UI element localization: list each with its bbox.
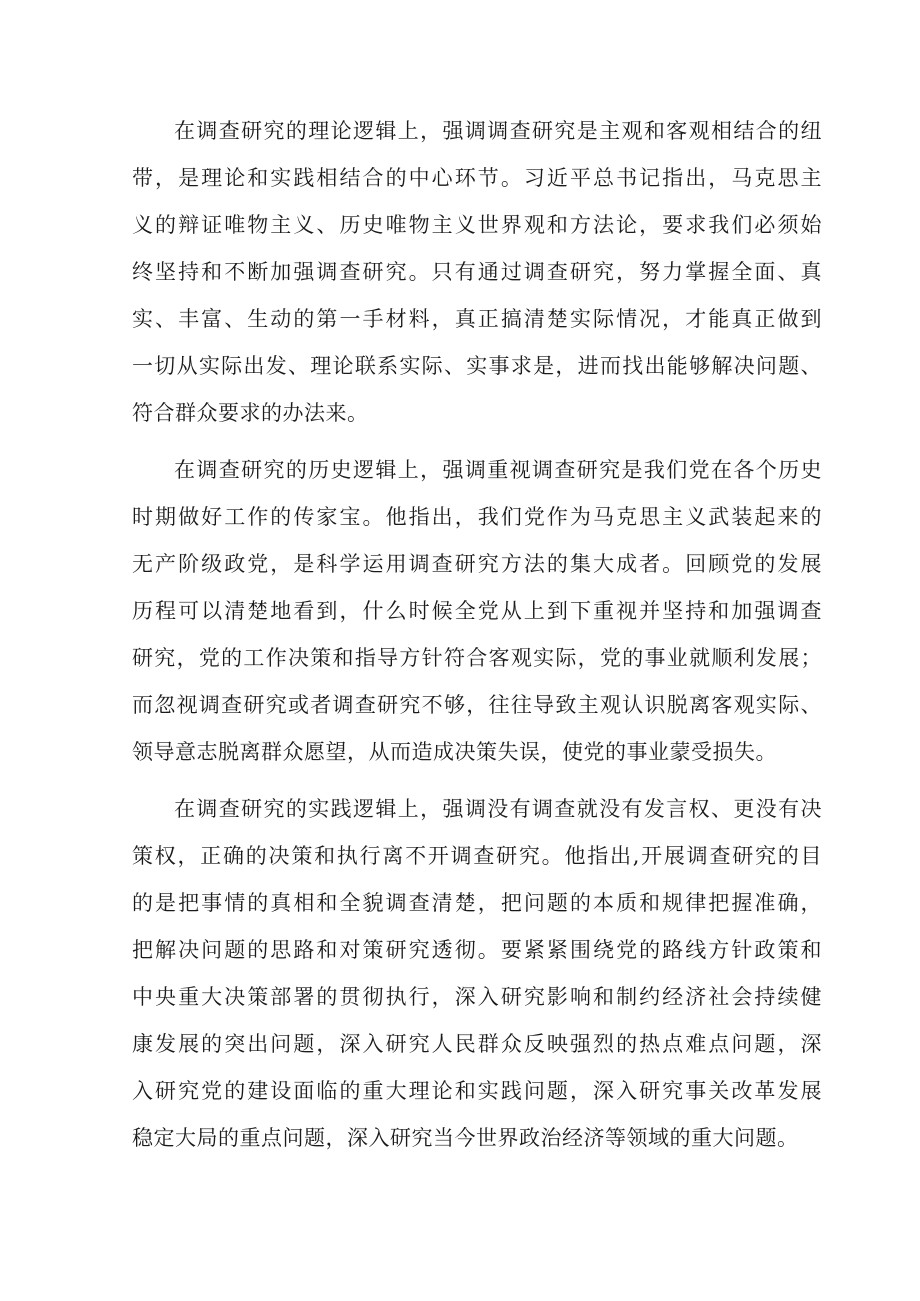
text-line: 策权，正确的决策和执行离不开调查研究。他指出,开展调查研究的目 (132, 844, 822, 868)
text-line: 在调查研究的历史逻辑上，强调重视调查研究是我们党在各个历史 (174, 458, 822, 482)
text-line: 时期做好工作的传家宝。他指出，我们党作为马克思主义武装起来的 (132, 505, 822, 529)
text-line: 而忽视调查研究或者调查研究不够，往往导致主观认识脱离客观实际、 (132, 693, 822, 717)
text-line: 在调查研究的实践逻辑上，强调没有调查就没有发言权、更没有决 (174, 797, 822, 821)
text-line: 义的辩证唯物主义、历史唯物主义世界观和方法论，要求我们必须始 (132, 213, 822, 237)
text-line: 一切从实际出发、理论联系实际、实事求是，进而找出能够解决问题、 (132, 354, 822, 378)
text-line: 符合群众要求的办法来。 (132, 401, 369, 425)
text-line: 终坚持和不断加强调查研究。只有通过调查研究，努力掌握全面、真 (132, 260, 822, 284)
text-line: 历程可以清楚地看到，什么时候全党从上到下重视并坚持和加强调查 (132, 599, 822, 623)
text-line: 中央重大决策部署的贯彻执行，深入研究影响和制约经济社会持续健 (132, 985, 822, 1009)
text-line: 入研究党的建设面临的重大理论和实践问题，深入研究事关改革发展 (132, 1079, 822, 1103)
text-line: 带，是理论和实践相结合的中心环节。习近平总书记指出，马克思主 (132, 166, 822, 190)
text-line: 无产阶级政党，是科学运用调查研究方法的集大成者。回顾党的发展 (132, 552, 822, 576)
text-line: 稳定大局的重点问题，深入研究当今世界政治经济等领域的重大问题。 (132, 1126, 799, 1150)
text-line: 在调查研究的理论逻辑上，强调调查研究是主观和客观相结合的纽 (174, 119, 822, 143)
text-line: 康发展的突出问题，深入研究人民群众反映强烈的热点难点问题，深 (132, 1032, 822, 1056)
text-line: 研究，党的工作决策和指导方针符合客观实际，党的事业就顺利发展； (132, 646, 822, 670)
text-line: 的是把事情的真相和全貌调查清楚，把问题的本质和规律把握准确， (132, 891, 822, 915)
text-line: 实、丰富、生动的第一手材料，真正搞清楚实际情况，才能真正做到 (132, 307, 822, 331)
text-line: 领导意志脱离群众愿望，从而造成决策失误，使党的事业蒙受损失。 (132, 740, 777, 764)
text-line: 把解决问题的思路和对策研究透彻。要紧紧围绕党的路线方针政策和 (132, 938, 822, 962)
